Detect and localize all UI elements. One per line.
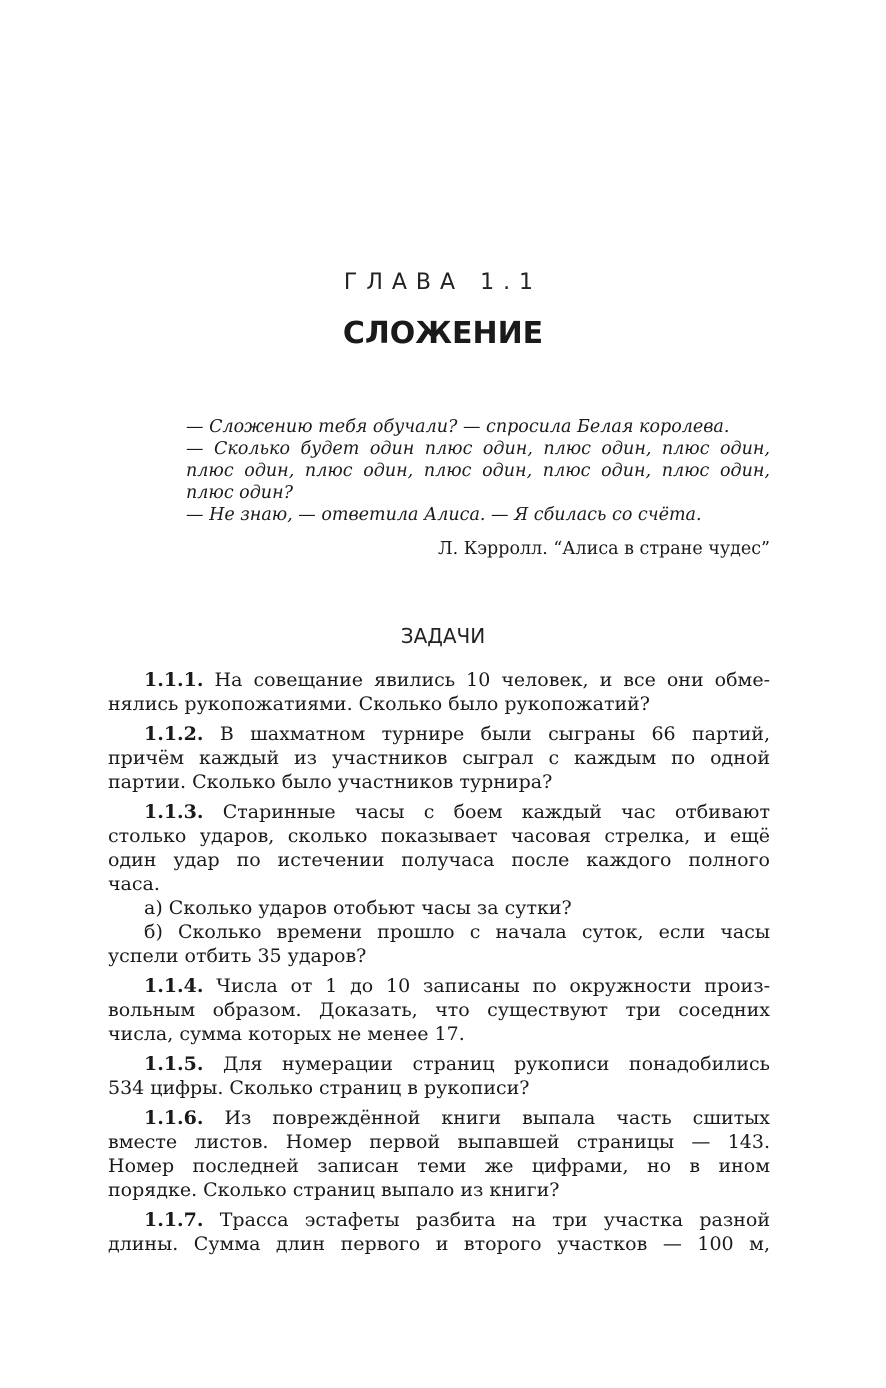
problem-1-1-7 [108, 1208, 770, 1256]
problem-number: 1.1.5. [144, 1053, 204, 1075]
problem-row [108, 974, 770, 998]
problem-subitem-a: а) Сколько ударов отобьют часы за сутки? [144, 897, 572, 919]
problem-number: 1.1.7. [144, 1209, 204, 1231]
problem-row: вместе листов. Номер первой выпавшей страницы — 143. [108, 1131, 770, 1153]
epigraph-line: — Сложению тебя обучали? — спросила Белая королева. [186, 417, 730, 437]
problem-number: 1.1.2. [144, 723, 204, 745]
problem-number: 1.1.1. [144, 669, 204, 691]
problem-row: причём каждый из участников сыграл с каждым по одной [108, 747, 770, 769]
epigraph-line: плюс один, плюс один, плюс один, плюс один, плюс один, [186, 461, 770, 481]
problem-row: партии. Сколько было участников турнира? [108, 771, 553, 793]
problem-row: нялись рукопожатиями. Сколько было рукопожатий? [108, 693, 650, 715]
problem-row: один удар по истечении получаса после каждого полного [108, 849, 770, 871]
problem-row: успели отбить 35 ударов? [108, 945, 367, 967]
problem-row [108, 1106, 770, 1130]
problem-number: 1.1.6. [144, 1107, 204, 1129]
problem-text: В шахматном турнире были сыграны 66 партий, [203, 723, 770, 745]
problem-text: Числа от 1 до 10 записаны по окружности произ- [203, 975, 770, 997]
problem-text: На совещание явились 10 человек, и все они обме- [203, 669, 770, 691]
problem-text: Трасса эстафеты разбита на три участка разной [203, 1209, 770, 1231]
problem-row: длины. Сумма длин первого и второго участков — 100 м, [108, 1233, 770, 1255]
problem-number: 1.1.3. [144, 801, 204, 823]
problem-row: столько ударов, сколько показывает часовая стрелка, и ещё [108, 825, 770, 847]
problem-text: Старинные часы с боем каждый час отбивают [203, 801, 770, 823]
problem-row: порядке. Сколько страниц выпало из книги? [108, 1179, 560, 1201]
problem-row [108, 668, 770, 692]
problem-row [108, 800, 770, 824]
epigraph-line: — Сколько будет один плюс один, плюс один, плюс один, [186, 439, 770, 459]
epigraph-line: — Не знаю, — ответила Алиса. — Я сбилась со счёта. [186, 505, 702, 525]
problem-list [108, 668, 770, 1262]
problem-row: вольным образом. Доказать, что существуют три соседних [108, 999, 770, 1021]
problem-text: Для нумерации страниц рукописи понадобились [203, 1053, 770, 1075]
problem-row [108, 1052, 770, 1076]
problem-row: числа, сумма которых не менее 17. [108, 1023, 465, 1045]
problem-text: Из повреждённой книги выпала часть сшитых [203, 1107, 770, 1129]
problem-1-1-6 [108, 1106, 770, 1202]
epigraph-line: плюс один? [186, 483, 293, 503]
problem-number: 1.1.4. [144, 975, 204, 997]
chapter-label: ГЛАВА 1.1 [343, 270, 543, 295]
chapter-title: СЛОЖЕНИЕ [342, 316, 544, 351]
problem-1-1-1 [108, 668, 770, 716]
epigraph-attribution: Л. Кэрролл. “Алиса в стране чудес” [437, 539, 770, 559]
problem-row: 534 цифры. Сколько страниц в рукописи? [108, 1077, 530, 1099]
problem-row [108, 722, 770, 746]
problem-1-1-5 [108, 1052, 770, 1100]
problem-1-1-4 [108, 974, 770, 1046]
problem-subitem-b: б) Сколько времени прошло с начала суток, если часы [144, 921, 770, 943]
section-title: ЗАДАЧИ [400, 624, 486, 648]
problem-row: Номер последней записан теми же цифрами, но в ином [108, 1155, 770, 1177]
epigraph [186, 416, 770, 560]
problem-1-1-3 [108, 800, 770, 968]
problem-row [108, 1208, 770, 1232]
problem-1-1-2 [108, 722, 770, 794]
problem-row: часа. [108, 873, 160, 895]
